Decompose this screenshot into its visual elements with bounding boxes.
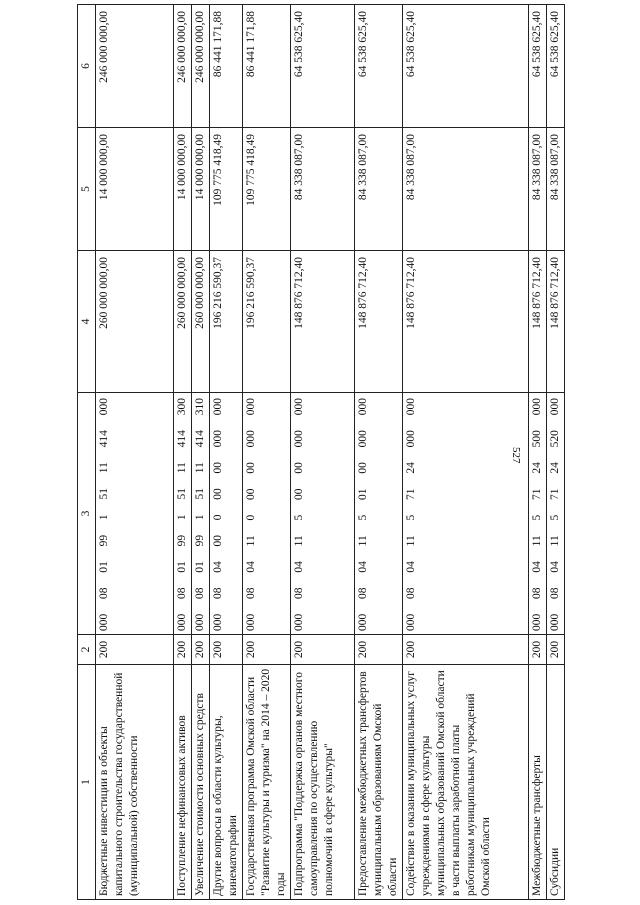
budget-code-part: 000	[293, 398, 305, 416]
row-value-col5: 84 338 087,00	[403, 128, 529, 251]
budget-code-part: 000	[212, 430, 224, 448]
row-value-col5: 84 338 087,00	[529, 128, 547, 251]
budget-code	[292, 396, 307, 631]
table-row	[291, 5, 355, 900]
budget-code	[530, 396, 545, 631]
row-budget-code-cell	[403, 393, 529, 635]
budget-code-part: 000	[531, 613, 543, 631]
budget-code-part: 000	[357, 398, 369, 416]
budget-code-part: 04	[293, 561, 305, 573]
header-cell: 1	[78, 665, 96, 900]
budget-code	[193, 396, 208, 631]
budget-code-part: 000	[293, 430, 305, 448]
row-value-col6: 86 441 171,88	[210, 5, 243, 128]
budget-code-part: 71	[531, 488, 543, 500]
row-value-col5: 14 000 000,00	[192, 128, 210, 251]
budget-code-part: 1	[176, 514, 188, 521]
budget-code-part: 00	[212, 535, 224, 547]
budget-code-part: 04	[405, 561, 417, 573]
budget-code-part: 71	[405, 488, 417, 500]
budget-code	[356, 396, 371, 631]
row-admin-code-cell: 200	[210, 635, 243, 665]
budget-code-part: 08	[293, 587, 305, 599]
budget-code-part: 51	[176, 488, 188, 500]
header-cell: 2	[78, 635, 96, 665]
budget-code-part: 414	[98, 430, 110, 448]
budget-code-part: 5	[549, 514, 561, 521]
header-cell: 3	[78, 393, 96, 635]
budget-code-part: 00	[212, 488, 224, 500]
budget-code-part: 5	[357, 514, 369, 521]
budget-code-part: 0	[212, 514, 224, 521]
row-budget-code-cell	[210, 393, 243, 635]
row-admin-code-cell: 200	[291, 635, 355, 665]
budget-code-part: 310	[194, 398, 206, 416]
budget-code-part: 000	[176, 613, 188, 631]
budget-code-part: 000	[531, 398, 543, 416]
table-row	[547, 5, 565, 900]
table-row	[96, 5, 174, 900]
budget-code-part: 01	[176, 561, 188, 573]
budget-code-part: 300	[176, 398, 188, 416]
budget-code-part: 000	[98, 613, 110, 631]
budget-code	[97, 396, 112, 631]
row-admin-code-cell: 200	[547, 635, 565, 665]
row-budget-code-cell	[96, 393, 174, 635]
budget-code-part: 00	[245, 488, 257, 500]
budget-code-part: 04	[245, 561, 257, 573]
row-admin-code-cell: 200	[355, 635, 403, 665]
row-name-cell: Предоставление межбюджетных трансфертов муниципальным образованиям Омской области	[355, 665, 403, 900]
budget-code-part: 04	[531, 561, 543, 573]
row-value-col4: 148 876 712,40	[355, 251, 403, 393]
budget-code-part: 0	[245, 514, 257, 521]
row-name-cell: Субсидии	[547, 665, 565, 900]
budget-code-part: 500	[531, 430, 543, 448]
budget-code	[175, 396, 190, 631]
budget-code-part: 000	[405, 398, 417, 416]
row-value-col6: 64 538 625,40	[403, 5, 529, 128]
budget-code-part: 000	[357, 613, 369, 631]
row-value-col4: 260 000 000,00	[174, 251, 192, 393]
row-name-cell: Подпрограмма "Поддержка органов местного самоуправления по осуществлению полномочий в сфере культуры"	[291, 665, 355, 900]
row-value-col6: 86 441 171,88	[243, 5, 291, 128]
row-admin-code-cell: 200	[192, 635, 210, 665]
budget-code-part: 000	[212, 613, 224, 631]
budget-code-part: 08	[194, 587, 206, 599]
budget-code-part: 08	[176, 587, 188, 599]
row-budget-code-cell	[243, 393, 291, 635]
budget-code-part: 71	[549, 488, 561, 500]
budget-code-part: 24	[405, 462, 417, 474]
budget-code-part: 08	[549, 587, 561, 599]
budget-code-part: 000	[405, 613, 417, 631]
row-name-cell: Поступление нефинансовых активов	[174, 665, 192, 900]
row-budget-code-cell	[291, 393, 355, 635]
budget-code-part: 000	[212, 398, 224, 416]
budget-code-part: 08	[212, 587, 224, 599]
row-name-cell: Межбюджетные трансферты	[529, 665, 547, 900]
row-value-col4: 196 216 590,37	[243, 251, 291, 393]
row-value-col5: 84 338 087,00	[547, 128, 565, 251]
budget-code-part: 24	[531, 462, 543, 474]
budget-code-part: 11	[531, 535, 543, 547]
budget-code-part: 11	[357, 535, 369, 547]
table-row	[355, 5, 403, 900]
table-row	[174, 5, 192, 900]
row-name-cell: Увеличение стоимости основных средств	[192, 665, 210, 900]
row-value-col5: 109 775 418,49	[210, 128, 243, 251]
row-value-col5: 14 000 000,00	[96, 128, 174, 251]
row-name-cell: Бюджетные инвестиции в объекты капитального строительства государственной (муниципальной) собственности	[96, 665, 174, 900]
budget-code-part: 00	[245, 462, 257, 474]
budget-code	[244, 396, 259, 631]
budget-code-part: 08	[245, 587, 257, 599]
budget-code-part: 01	[357, 488, 369, 500]
row-value-col4: 196 216 590,37	[210, 251, 243, 393]
row-value-col4: 148 876 712,40	[547, 251, 565, 393]
budget-code-part: 51	[98, 488, 110, 500]
row-name-cell: Государственная программа Омской области "Развитие культуры и туризма" на 2014 – 2020 годы	[243, 665, 291, 900]
row-admin-code-cell: 200	[529, 635, 547, 665]
budget-code	[404, 396, 419, 631]
budget-code-part: 11	[549, 535, 561, 547]
row-admin-code-cell: 200	[403, 635, 529, 665]
budget-code-part: 24	[549, 462, 561, 474]
row-name-cell: Содействие в оказании муниципальных услуг учреждениями в сфере культуры муниципальных образований Омской области в части выплаты заработной платы работникам муниципальных учреждений Омской области	[403, 665, 529, 900]
budget-code-part: 000	[549, 398, 561, 416]
budget-code-part: 08	[357, 587, 369, 599]
budget-table	[77, 4, 565, 900]
budget-code-part: 00	[293, 462, 305, 474]
budget-code-part: 1	[98, 514, 110, 521]
table-row	[243, 5, 291, 900]
row-value-col4: 260 000 000,00	[192, 251, 210, 393]
row-admin-code-cell: 200	[96, 635, 174, 665]
budget-code-part: 08	[531, 587, 543, 599]
row-value-col5: 84 338 087,00	[291, 128, 355, 251]
budget-code-part: 01	[194, 561, 206, 573]
budget-code-part: 5	[531, 514, 543, 521]
budget-code-part: 11	[98, 462, 110, 474]
row-value-col4: 148 876 712,40	[291, 251, 355, 393]
budget-table-container	[77, 5, 565, 900]
budget-code-part: 000	[245, 430, 257, 448]
table-row	[210, 5, 243, 900]
budget-code-part: 5	[405, 514, 417, 521]
row-value-col4: 148 876 712,40	[529, 251, 547, 393]
budget-code-part: 04	[549, 561, 561, 573]
table-row	[192, 5, 210, 900]
budget-code-part: 414	[194, 430, 206, 448]
budget-code-part: 01	[98, 561, 110, 573]
budget-code-part: 08	[98, 587, 110, 599]
budget-code-part: 11	[405, 535, 417, 547]
budget-code-part: 99	[98, 534, 110, 547]
table-row	[529, 5, 547, 900]
budget-code-part: 00	[357, 462, 369, 474]
page-number: 527	[510, 447, 522, 464]
budget-code-part: 04	[212, 561, 224, 573]
row-value-col6: 246 000 000,00	[96, 5, 174, 128]
budget-code-part: 11	[293, 535, 305, 547]
row-value-col6: 246 000 000,00	[174, 5, 192, 128]
budget-code-part: 11	[194, 462, 206, 474]
budget-code-part: 000	[194, 613, 206, 631]
row-budget-code-cell	[174, 393, 192, 635]
row-value-col6: 64 538 625,40	[355, 5, 403, 128]
header-cell: 4	[78, 251, 96, 393]
row-value-col6: 246 000 000,00	[192, 5, 210, 128]
budget-code-part: 11	[245, 535, 257, 547]
table-row	[403, 5, 529, 900]
row-admin-code-cell: 200	[174, 635, 192, 665]
budget-code-part: 000	[98, 398, 110, 416]
row-budget-code-cell	[547, 393, 565, 635]
budget-code-part: 08	[405, 587, 417, 599]
row-value-col4: 148 876 712,40	[403, 251, 529, 393]
budget-code-part: 04	[357, 561, 369, 573]
row-value-col6: 64 538 625,40	[547, 5, 565, 128]
header-cell: 6	[78, 5, 96, 128]
budget-code-part: 00	[293, 488, 305, 500]
budget-code-part: 51	[194, 488, 206, 500]
row-value-col5: 14 000 000,00	[174, 128, 192, 251]
budget-code-part: 11	[176, 462, 188, 474]
budget-code-part: 520	[549, 430, 561, 448]
row-value-col4: 260 000 000,00	[96, 251, 174, 393]
budget-code-part: 000	[405, 430, 417, 448]
budget-code-part: 000	[357, 430, 369, 448]
budget-code-part: 99	[176, 534, 188, 547]
budget-code-part: 99	[194, 534, 206, 547]
budget-code-part: 5	[293, 514, 305, 521]
row-budget-code-cell	[355, 393, 403, 635]
budget-code-part: 414	[176, 430, 188, 448]
row-name-cell: Другие вопросы в области культуры, кинематографии	[210, 665, 243, 900]
row-value-col5: 84 338 087,00	[355, 128, 403, 251]
budget-code-part: 000	[245, 613, 257, 631]
row-admin-code-cell: 200	[243, 635, 291, 665]
budget-code-part: 000	[293, 613, 305, 631]
budget-code-part: 000	[245, 398, 257, 416]
row-value-col6: 64 538 625,40	[291, 5, 355, 128]
budget-code-part: 00	[212, 462, 224, 474]
row-budget-code-cell	[529, 393, 547, 635]
row-value-col6: 64 538 625,40	[529, 5, 547, 128]
header-row	[78, 5, 96, 900]
budget-code-part: 000	[549, 613, 561, 631]
budget-code	[548, 396, 563, 631]
budget-code-part: 1	[194, 514, 206, 521]
row-value-col5: 109 775 418,49	[243, 128, 291, 251]
header-cell: 5	[78, 128, 96, 251]
row-budget-code-cell	[192, 393, 210, 635]
budget-code	[211, 396, 226, 631]
